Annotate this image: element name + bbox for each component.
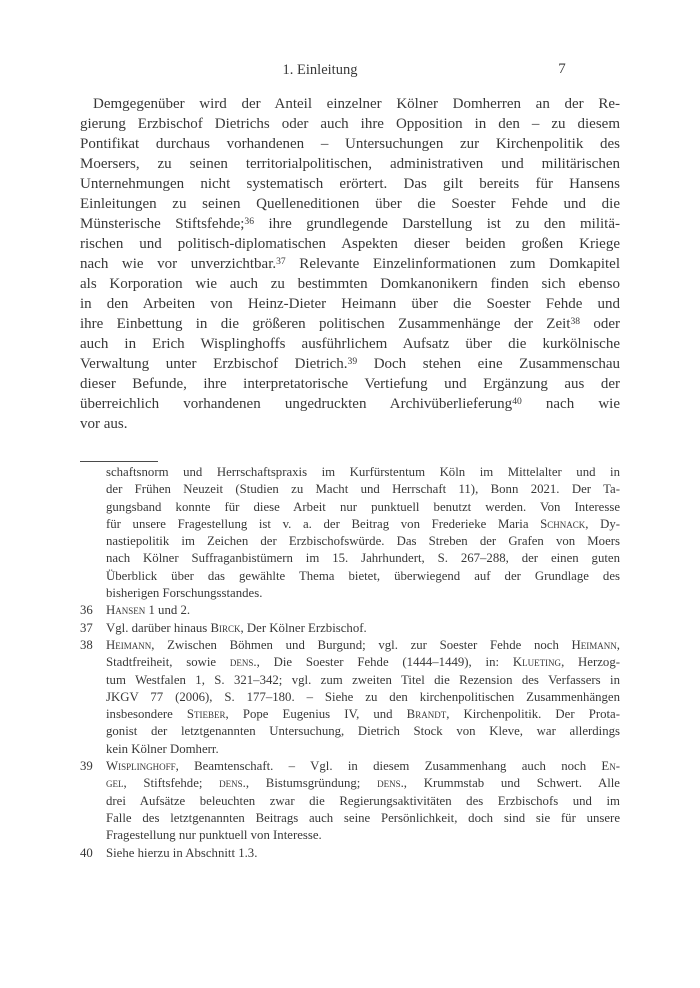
text-run: Falle des letztgenannten Beitrags auch seine Persönlichkeit, doch sind sie für unsere [106, 810, 620, 825]
footnote-text [106, 620, 620, 637]
body-line [80, 354, 620, 374]
text-run: JKGV 77 (2006), S. 177–180. – Siehe zu den kirchenpolitischen Zusammenhängen [106, 689, 620, 704]
footnote-number: 37 [80, 620, 93, 635]
footnote-line [106, 810, 620, 827]
footnote-text [106, 602, 620, 619]
author-name-smallcaps: dens. [219, 776, 246, 791]
footnote-36 [80, 602, 620, 619]
text-run: Pontifikat durchaus vorhandenen – Untersuchungen zur Kirchenpolitik des [80, 136, 620, 152]
body-line [80, 194, 620, 214]
footnotes-section [80, 464, 620, 862]
text-run: ihre Einbettung in die größeren politischen Zusammenhänge der Zeit [80, 316, 571, 332]
text-run: drei Aufsätze beleuchten zwar die Regierungsaktivitäten des Erzbischofs und im [106, 793, 620, 808]
body-line [80, 94, 620, 114]
footnote-text [106, 845, 620, 862]
text-run: gungsband konnte für diese Arbeit nur punktuell benutzt werden. Von Interesse [106, 499, 620, 514]
footnote-separator [80, 461, 158, 462]
text-run: , Zwischen Böhmen und Burgund; vgl. zur Soester Fehde noch [151, 637, 572, 652]
footnote-line [106, 775, 620, 792]
body-line [80, 394, 620, 414]
footnote-40 [80, 845, 620, 862]
footnote-continuation [80, 464, 620, 602]
text-run: , Beamtenschaft. – Vgl. in diesem Zusammenhang auch noch [175, 759, 602, 774]
footnote-line [106, 533, 620, 550]
author-name-smallcaps: Birck [210, 620, 241, 635]
footnote-line [106, 758, 620, 775]
footnote-line [106, 602, 620, 619]
footnote-line [106, 568, 620, 585]
text-run: Unternehmungen nicht systematisch erörtert. Das gilt bereits für Hansens [80, 176, 620, 192]
text-run: , Der Kölner Erzbischof. [240, 620, 367, 635]
text-run: oder [580, 316, 621, 332]
body-line [80, 314, 620, 334]
footnote-line [106, 481, 620, 498]
page-number: 7 [558, 61, 566, 77]
text-run: nach Kölner Suffraganbistümern im 15. Jahrhundert, S. 267–288, der einen guten [106, 551, 620, 566]
footnote-text [106, 464, 620, 602]
text-run: nastiepolitik im Zeichen der Erzbischofswürde. Das Streben der Grafen von Moers [106, 534, 620, 549]
footnote-37 [80, 620, 620, 637]
footnote-line [106, 845, 620, 862]
text-run: Demgegenüber wird der Anteil einzelner Kölner Domherren an der Re- [93, 96, 620, 112]
footnote-line [106, 585, 620, 602]
footnote-ref-36: 36 [244, 215, 255, 227]
text-run: vor aus. [80, 416, 128, 432]
author-name-smallcaps: Wisplinghoff [106, 759, 176, 774]
footnote-line [106, 550, 620, 567]
footnote-text [106, 637, 620, 758]
running-header-title: 1. Einleitung [282, 62, 358, 78]
text-run: für unsere Fragestellung ist v. a. der Beitrag von Frederieke Maria [106, 516, 541, 531]
footnote-line [106, 723, 620, 740]
body-line [80, 134, 620, 154]
text-run: Einleitungen zu seinen Quelleneditionen über die Soester Fehde und die [80, 196, 620, 212]
author-name-smallcaps: Schnack [540, 516, 586, 531]
author-name-smallcaps: Hansen [106, 603, 146, 618]
footnote-number: 36 [80, 603, 93, 618]
text-run: schaftsnorm und Herrschaftspraxis im Kurfürstentum Köln im Mittelalter und in [106, 465, 620, 479]
footnote-line [106, 672, 620, 689]
text-run: , Stiftsfehde; [123, 776, 220, 791]
text-run: gierung Erzbischof Dietrichs oder auch ihre Opposition in den – zu diesem [80, 116, 620, 132]
text-run: in den Arbeiten von Heinz-Dieter Heimann über die Soester Fehde und [80, 296, 620, 312]
text-run: bisherigen Forschungsstandes. [106, 586, 263, 601]
text-run: Stadtfreiheit, sowie [106, 655, 230, 670]
body-line [80, 294, 620, 314]
text-run: tum Westfalen 1, S. 321–342; vgl. zum zweiten Titel die Rezension des Verfassers in [106, 672, 620, 687]
footnote-number: 38 [80, 637, 93, 652]
footnote-line [106, 741, 620, 758]
text-run: , Pope Eugenius IV, und [225, 707, 407, 722]
text-run: , [616, 637, 620, 652]
text-run: , Die Soester Fehde (1444–1449), in: [256, 655, 513, 670]
text-run: dieser Befunde, ihre interpretatorische Vertiefung und Ergänzung aus der [80, 376, 620, 392]
footnote-38 [80, 637, 620, 758]
author-name-smallcaps: gel [106, 776, 124, 791]
text-run: Siehe hierzu in Abschnitt 1.3. [106, 845, 258, 860]
text-run: , Herzog- [561, 655, 620, 670]
text-run: nach wie [521, 396, 620, 412]
author-name-smallcaps: dens. [229, 655, 257, 670]
text-run: , Kirchenpolitik. Der Prota- [446, 707, 620, 722]
body-line [80, 154, 620, 174]
text-run: , Krummstab und Schwert. Alle [403, 776, 620, 791]
text-run: Überblick über das gewählte Thema bietet, überwiegend auf der Grundlage des [106, 568, 620, 583]
text-run: Relevante Einzelinformationen zum Domkapitel [285, 256, 620, 272]
body-line [80, 174, 620, 194]
text-run: nach wie vor unverzichtbar. [80, 256, 277, 272]
footnote-line [106, 793, 620, 810]
text-run: , Bistumsgründung; [245, 776, 378, 791]
text-run: ihre grundlegende Darstellung ist zu den militä- [254, 216, 620, 232]
text-run: Fragestellung nur punktuell von Interesse. [106, 828, 322, 843]
text-run: der Frühen Neuzeit (Studien zu Macht und Herrschaft 11), Bonn 2021. Der Ta- [106, 482, 620, 497]
text-run: Moersers, zu seinen territorialpolitischen, administrativen und militärischen [80, 156, 620, 172]
footnote-line [106, 637, 620, 654]
footnote-line [106, 827, 620, 844]
text-run: auch in Erich Wisplinghoffs ausführlichem Aufsatz über die kurkölnische [80, 336, 620, 352]
text-run: Doch stehen eine Zusammenschau [357, 356, 620, 372]
author-name-smallcaps: Heimann [106, 637, 152, 652]
body-line [80, 234, 620, 254]
text-run: insbesondere [106, 707, 187, 722]
footnote-line [106, 654, 620, 671]
body-line [80, 114, 620, 134]
footnote-line [106, 499, 620, 516]
text-run: 1 und 2. [145, 603, 191, 618]
author-name-smallcaps: Stieber [186, 707, 226, 722]
footnote-number: 39 [80, 759, 93, 774]
text-run: Münsterische Stiftsfehde; [80, 216, 245, 232]
footnote-39 [80, 758, 620, 844]
text-run: kein Kölner Domherr. [106, 741, 219, 756]
footnote-number: 40 [80, 845, 93, 860]
author-name-smallcaps: Klueting [512, 655, 562, 670]
text-run: überreichlich vorhandenen ungedruckten Archivüberlieferung [80, 396, 513, 412]
author-name-smallcaps: Brandt [406, 707, 447, 722]
author-name-smallcaps: Heimann [571, 637, 617, 652]
footnote-line [106, 706, 620, 723]
body-line [80, 374, 620, 394]
text-run: gonist der letztgenannten Untersuchung, Dietrich Stock von Kleve, war allerdings [106, 724, 620, 739]
footnote-text [106, 758, 620, 844]
footnote-line [106, 620, 620, 637]
text-run: Vgl. darüber hinaus [106, 620, 211, 635]
body-line [80, 414, 620, 434]
text-run: rischen und politisch-diplomatischen Aspekten dieser beiden großen Kriege [80, 236, 620, 252]
footnote-ref-38: 38 [570, 315, 581, 327]
footnote-ref-40: 40 [512, 395, 522, 407]
author-name-smallcaps: dens. [377, 776, 404, 791]
body-line [80, 254, 620, 274]
footnote-line [106, 464, 620, 481]
body-paragraph [80, 94, 620, 434]
footnote-ref-39: 39 [347, 355, 358, 367]
text-run: , Dy- [585, 516, 620, 531]
text-run: als Korporation wie auch zu bestimmten Domkanonikern finden sich ebenso [80, 276, 620, 292]
footnote-line [106, 516, 620, 533]
text-run: Verwaltung unter Erzbischof Dietrich. [80, 356, 348, 372]
footnote-number [80, 464, 106, 602]
body-line [80, 274, 620, 294]
body-line [80, 214, 620, 234]
body-line [80, 334, 620, 354]
author-name-smallcaps: En- [601, 759, 620, 774]
footnote-ref-37: 37 [276, 255, 286, 267]
footnote-line [106, 689, 620, 706]
